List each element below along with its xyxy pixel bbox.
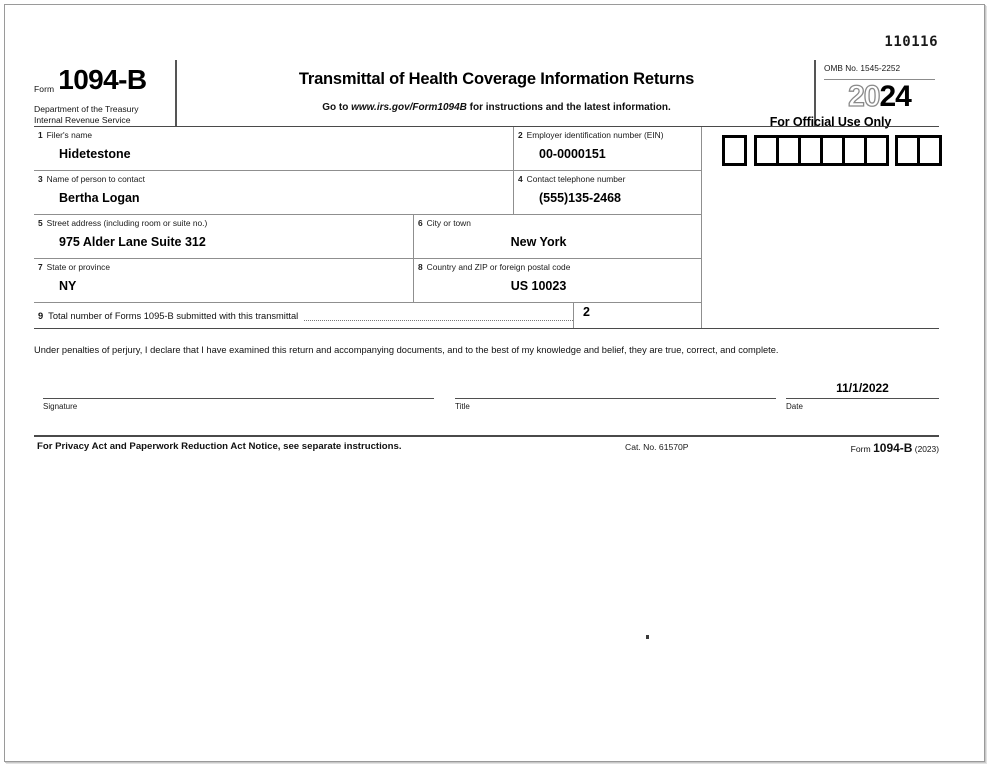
table-row <box>34 215 939 259</box>
form-word-label: Form <box>34 84 55 94</box>
field-3-caption <box>34 174 513 184</box>
field-box-9[interactable] <box>574 303 702 328</box>
field-1-value: Hidetestone <box>59 147 131 161</box>
field-4-caption <box>514 174 701 184</box>
form-identity-block <box>34 62 173 125</box>
field-5-label: Street address (including room or suite no.) <box>46 218 208 228</box>
field-4-value: (555)135-2468 <box>539 191 622 205</box>
header-divider-left <box>175 60 177 126</box>
agency-line-2: Internal Revenue Service <box>34 115 131 125</box>
footer-form-number: 1094-B <box>873 441 913 455</box>
field-8-label: Country and ZIP or foreign postal code <box>426 262 571 272</box>
omb-year-block <box>820 62 939 113</box>
goto-suffix: for instructions and the latest information. <box>466 102 671 113</box>
goto-prefix: Go to <box>322 102 352 113</box>
field-7-number: 7 <box>38 262 43 272</box>
catalog-number: Cat. No. 61570P <box>625 442 689 452</box>
field-1-label: Filer's name <box>46 130 93 140</box>
field-5-caption <box>34 218 413 228</box>
field-5-number: 5 <box>38 218 43 228</box>
title-value[interactable] <box>455 381 776 396</box>
field-6-caption <box>414 218 701 228</box>
field-9-value: 2 <box>583 305 590 319</box>
field-2-number: 2 <box>518 130 523 140</box>
footer-rule <box>34 435 939 437</box>
field-2-label: Employer identification number (EIN) <box>526 130 664 140</box>
field-9-label: Total number of Forms 1095-B submitted with this transmittal <box>48 310 299 321</box>
footer-form-word: Form <box>850 444 874 454</box>
agency-block <box>34 104 173 126</box>
field-8-value: US 10023 <box>510 279 567 293</box>
irs-url[interactable]: www.irs.gov/Form1094B <box>351 102 467 113</box>
signature-block <box>34 383 939 423</box>
field-box-8[interactable] <box>414 259 702 303</box>
field-box-1[interactable] <box>34 127 514 171</box>
field-box-3[interactable] <box>34 171 514 215</box>
control-number: 110116 <box>884 34 938 50</box>
official-use-spacer-lower <box>702 215 939 259</box>
field-6-number: 6 <box>418 218 423 228</box>
date-rule <box>786 398 939 399</box>
perjury-statement: Under penalties of perjury, I declare that I have examined this return and accompanying documents, and to the best of my knowledge and belief, they are true, correct, and complete. <box>34 345 779 355</box>
official-use-spacer-mid <box>702 171 939 215</box>
tax-year-prefix: 20 <box>848 80 880 113</box>
field-box-5[interactable] <box>34 215 414 259</box>
page-title: Transmittal of Health Coverage Information Returns <box>298 70 695 88</box>
field-7-caption <box>34 262 413 272</box>
signature-slot <box>43 381 434 411</box>
form-fields-table <box>34 126 939 329</box>
omb-number: OMB No. 1545-2252 <box>824 63 901 73</box>
field-2-value: 00-0000151 <box>539 147 606 161</box>
document-window-frame <box>4 4 985 762</box>
field-box-7[interactable] <box>34 259 414 303</box>
form-number: 1094-B <box>58 64 147 95</box>
field-4-number: 4 <box>518 174 523 184</box>
field-7-value: NY <box>59 279 77 293</box>
title-slot <box>455 381 776 411</box>
official-use-spacer-bottom <box>702 259 939 303</box>
field-9-number: 9 <box>38 310 44 321</box>
field-8-caption <box>414 262 701 272</box>
privacy-act-notice: For Privacy Act and Paperwork Reduction Act Notice, see separate instructions. <box>37 441 402 452</box>
tax-year-suffix: 24 <box>879 80 911 113</box>
date-label: Date <box>786 402 803 411</box>
field-3-value: Bertha Logan <box>59 191 140 205</box>
date-value[interactable]: 11/1/2022 <box>836 381 889 395</box>
field-box-6[interactable] <box>414 215 702 259</box>
title-rule <box>455 398 776 399</box>
field-9-text <box>38 311 298 321</box>
agency-line-1: Department of the Treasury <box>34 104 139 114</box>
dot-leader <box>304 320 573 321</box>
field-3-label: Name of person to contact <box>46 174 145 184</box>
signature-label: Signature <box>43 402 78 411</box>
field-1-caption <box>34 130 513 140</box>
table-row-total <box>34 303 939 329</box>
field-8-number: 8 <box>418 262 423 272</box>
table-row <box>34 171 939 215</box>
date-slot <box>786 381 939 411</box>
title-label: Title <box>455 402 470 411</box>
form-footer <box>34 441 939 457</box>
form-title-block <box>184 62 809 113</box>
field-1-number: 1 <box>38 130 43 140</box>
table-row <box>34 259 939 303</box>
field-9-caption <box>34 303 574 328</box>
field-4-label: Contact telephone number <box>526 174 626 184</box>
instructions-link-line <box>184 102 809 113</box>
field-box-4[interactable] <box>514 171 702 215</box>
footer-form-id <box>851 441 939 455</box>
field-3-number: 3 <box>38 174 43 184</box>
field-2-caption <box>514 130 701 140</box>
form-sheet <box>5 5 984 761</box>
field-box-2[interactable] <box>514 127 702 171</box>
field-6-label: City or town <box>426 218 471 228</box>
official-use-title: For Official Use Only <box>769 115 892 129</box>
official-use-spacer-top <box>702 127 939 171</box>
tax-year <box>820 81 939 113</box>
table-row <box>34 127 939 171</box>
field-6-value: New York <box>510 235 567 249</box>
signature-value[interactable] <box>43 381 434 396</box>
field-5-value: 975 Alder Lane Suite 312 <box>59 235 206 249</box>
signature-rule <box>43 398 434 399</box>
footer-form-year: (2023) <box>912 444 939 454</box>
scan-artifact-speck <box>646 635 649 639</box>
field-7-label: State or province <box>46 262 110 272</box>
row-9-filler <box>702 303 939 328</box>
